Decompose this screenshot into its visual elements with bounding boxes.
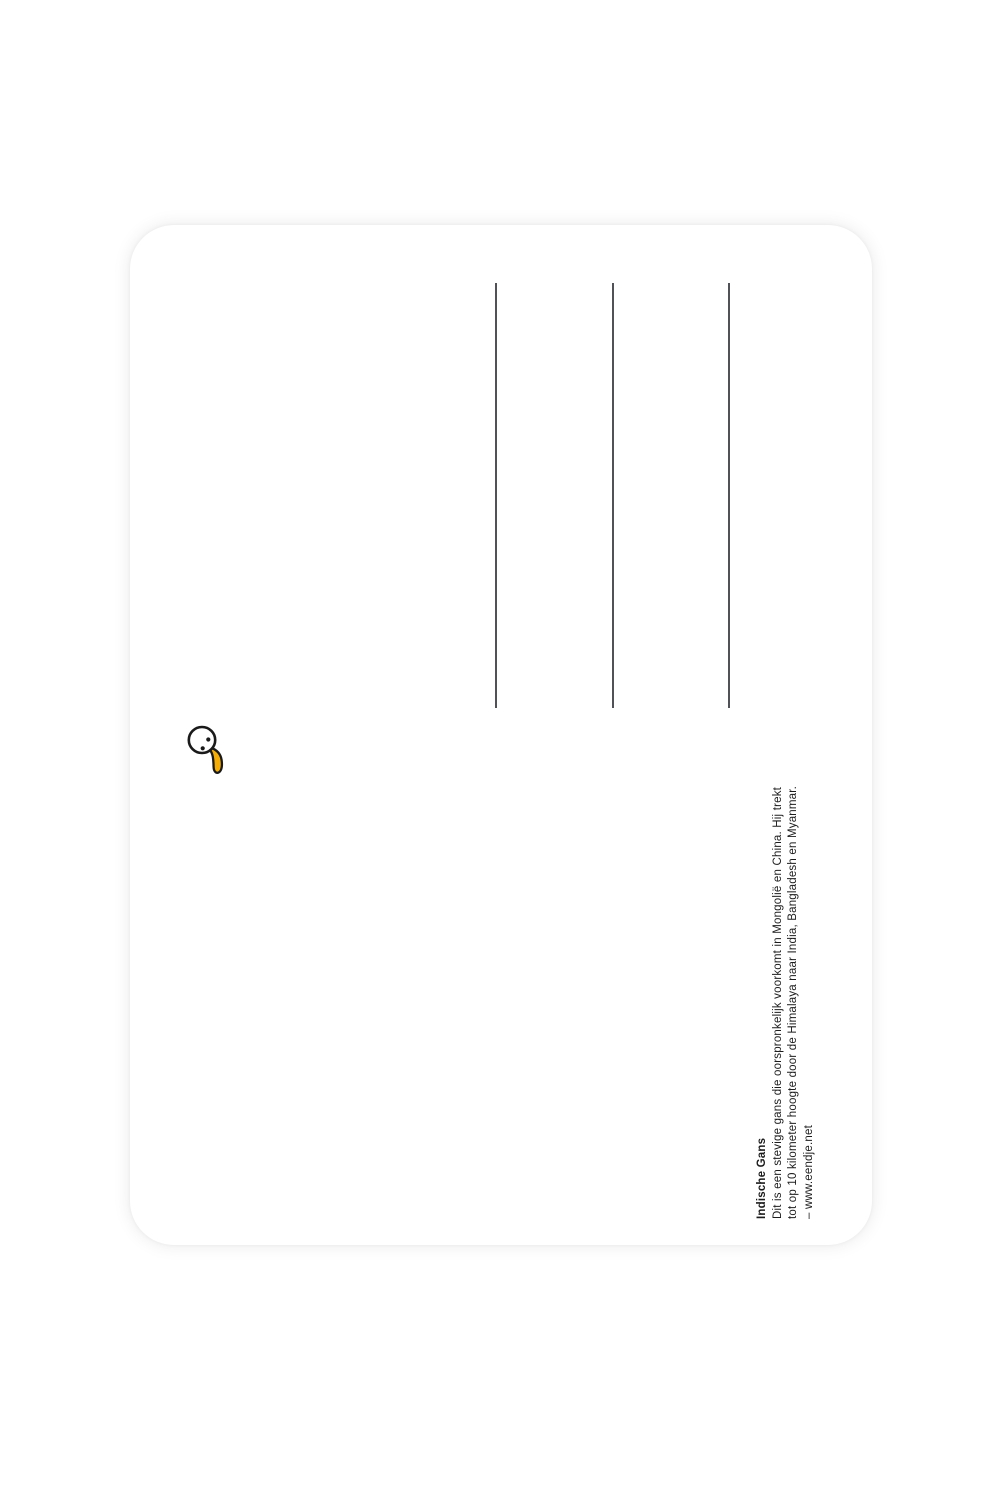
- info-text-block: [755, 764, 817, 1219]
- address-line: [728, 283, 730, 708]
- duck-beak-shape: [210, 748, 222, 773]
- info-line: – www.eendje.net: [802, 1125, 815, 1219]
- info-line: Dit is een stevige gans die oorspronkelijk voorkomt in Mongolië en China. Hij trekt: [771, 786, 784, 1219]
- postcard: [130, 225, 872, 1245]
- address-line: [612, 283, 614, 708]
- info-line: tot op 10 kilometer hoogte door de Himalaya naar India, Bangladesh en Myanmar.: [787, 785, 800, 1219]
- info-title: Indische Gans: [756, 1137, 768, 1219]
- duck-eye-left: [201, 746, 205, 750]
- duck-logo-icon: [185, 725, 229, 779]
- address-line: [495, 283, 497, 708]
- duck-eye-right: [206, 737, 210, 741]
